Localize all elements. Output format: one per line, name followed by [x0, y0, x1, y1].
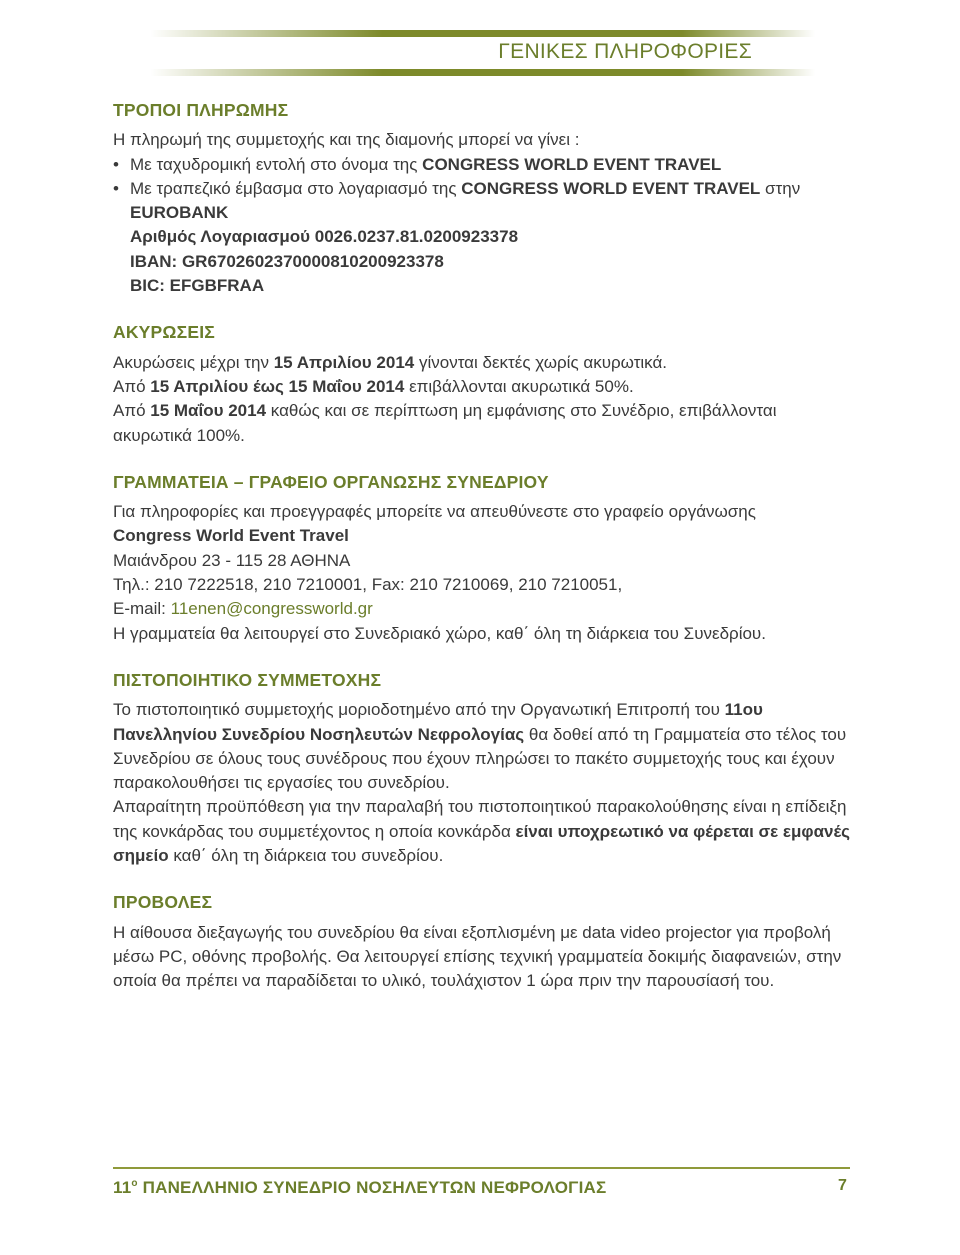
header-band-bottom-line [150, 69, 815, 76]
secretariat-email-line [113, 597, 853, 621]
secretariat-email-label: E-mail: [113, 599, 171, 619]
cancellation-rule-3-date: 15 Μαΐου 2014 [150, 401, 267, 421]
cancellation-rule-3 [113, 399, 853, 448]
footer-title-text: ΠΑΝΕΛΛΗΝΙΟ ΣΥΝΕΔΡΙΟ ΝΟΣΗΛΕΥΤΩΝ ΝΕΦΡΟΛΟΓΙΑΣ [137, 1178, 607, 1197]
secretariat-note: Η γραμματεία θα λειτουργεί στο Συνεδριακό χώρο, καθ΄ όλη τη διάρκεια του Συνεδρίου. [113, 623, 766, 643]
certificate-paragraph-1-congress: 11ου Πανελληνίου Συνεδρίου Νοσηλευτών Νεφρολογίας [113, 700, 763, 744]
secretariat-company-name: Congress World Event Travel [113, 526, 349, 546]
cancellation-rule-2 [113, 375, 853, 399]
payment-method-bank-company: CONGRESS WORLD EVENT TRAVEL [461, 178, 761, 198]
certificate-paragraph-2 [113, 795, 853, 868]
certificate-paragraph-1 [113, 698, 853, 795]
payment-section [113, 98, 853, 298]
secretariat-heading: ΓΡΑΜΜΑΤΕΙΑ – ΓΡΑΦΕΙΟ ΟΡΓΑΝΩΣΗΣ ΣΥΝΕΔΡΙΟΥ [113, 471, 549, 492]
payment-method-postal-company: CONGRESS WORLD EVENT TRAVEL [422, 154, 722, 174]
cancellation-rule-1-a: Ακυρώσεις μέχρι την [113, 352, 274, 372]
payment-intro: Η πληρωμή της συμμετοχής και της διαμονής μπορεί να γίνει : [113, 130, 580, 150]
header-band-top-line [150, 30, 815, 37]
footer-title [113, 1178, 606, 1198]
projections-text: Η αίθουσα διεξαγωγής του συνεδρίου θα είναι εξοπλισμένη με data video projector για προβολή μέσω PC, οθόνης προβολής. Θα λειτουργεί επίσης τεχνική γραμματεία δοκιμής διαφανειών, στην οποία θα πρέπει να παραδίδεται το υλικό, τουλάχιστον 1 ώρα πριν την παρουσίασή του. [113, 922, 842, 991]
certificate-paragraph-2-a: Απαραίτητη προϋπόθεση για την παραλαβή του πιστοποιητικού παρακολούθησης είναι η επίδειξη της κονκάρδας του συμμετέχοντος η οποία κονκάρδα [113, 797, 847, 841]
page-number: 7 [838, 1177, 847, 1194]
secretariat-intro: Για πληροφορίες και προεγγραφές μπορείτε να απευθύνεστε στο γραφείο οργάνωσης [113, 502, 756, 522]
payment-method-postal-text: Με ταχυδρομική εντολή στο όνομα της [130, 154, 423, 174]
secretariat-phone: Τηλ.: 210 7222518, 210 7210001, Fax: 210 7210069, 210 7210051, [113, 575, 623, 595]
cancellations-section [113, 320, 853, 447]
payment-methods-list [113, 153, 853, 202]
cancellation-rule-2-date: 15 Απριλίου έως 15 Μαΐου 2014 [150, 376, 405, 396]
cancellation-rule-1-c: γίνονται δεκτές χωρίς ακυρωτικά. [414, 352, 668, 372]
cancellation-rule-3-a: Από [113, 401, 151, 421]
footer-title-number: 11 [113, 1178, 132, 1197]
bank-account-number: Αριθμός Λογαριασμού 0026.0237.81.0200923378 [130, 227, 519, 247]
secretariat-email-link[interactable]: 11enen@congressworld.gr [170, 599, 373, 619]
payment-heading: ΤΡΟΠΟΙ ΠΛΗΡΩΜΗΣ [113, 100, 289, 120]
bank-bic: BIC: EFGBFRAA [130, 276, 265, 296]
page-title: ΓΕΝΙΚΕΣ ΠΛΗΡΟΦΟΡΙΕΣ [498, 40, 752, 63]
secretariat-section [113, 470, 853, 646]
cancellation-rule-2-a: Από [113, 376, 151, 396]
cancellation-rule-1-date: 15 Απριλίου 2014 [273, 352, 415, 372]
payment-method-bank [113, 177, 853, 201]
bank-iban: IBAN: GR6702602370000810200923378 [130, 251, 444, 271]
bank-details [113, 201, 853, 298]
certificate-paragraph-1-c: θα δοθεί από τη Γραμματεία στο τέλος του Συνεδρίου σε όλους τους συνέδρους που έχουν πληρώσει το πακέτο συμμετοχής τους και έχουν παρακολουθήσει τις εργασίες του συνεδρίου. [113, 724, 847, 793]
cancellation-rule-3-c: καθώς και σε περίπτωση μη εμφάνισης στο Συνέδριο, επιβάλλονται ακυρωτικά 100%. [113, 401, 777, 445]
main-content [113, 98, 853, 1016]
footer-divider [113, 1167, 850, 1169]
certificate-paragraph-1-a: Το πιστοποιητικό συμμετοχής μοριοδοτημένο από την Οργανωτική Επιτροπή του [113, 700, 725, 720]
payment-method-bank-tail: στην [760, 178, 801, 198]
secretariat-company [113, 524, 853, 548]
payment-method-postal [113, 153, 853, 177]
certificate-paragraph-2-emphasis: είναι υποχρεωτικό να φέρεται σε εμφανές σημείο [113, 821, 850, 866]
projections-section [113, 890, 853, 993]
cancellation-rule-1 [113, 351, 853, 375]
certificate-heading: ΠΙΣΤΟΠΟΙΗΤΙΚΟ ΣΥΜΜΕΤΟΧΗΣ [113, 669, 382, 690]
footer-title-ordinal: ο [131, 1178, 138, 1189]
bank-name: EUROBANK [130, 203, 229, 223]
secretariat-address: Μαιάνδρου 23 - 115 28 ΑΘΗΝΑ [113, 550, 351, 570]
certificate-section [113, 668, 853, 868]
cancellations-heading: ΑΚΥΡΩΣΕΙΣ [113, 322, 215, 343]
payment-method-bank-text: Με τραπεζικό έμβασμα στο λογαριασμό της [130, 178, 462, 198]
projections-heading: ΠΡΟΒΟΛΕΣ [113, 892, 213, 913]
certificate-paragraph-2-c: καθ΄ όλη τη διάρκεια του συνεδρίου. [168, 846, 444, 866]
cancellation-rule-2-c: επιβάλλονται ακυρωτικά 50%. [404, 376, 634, 396]
